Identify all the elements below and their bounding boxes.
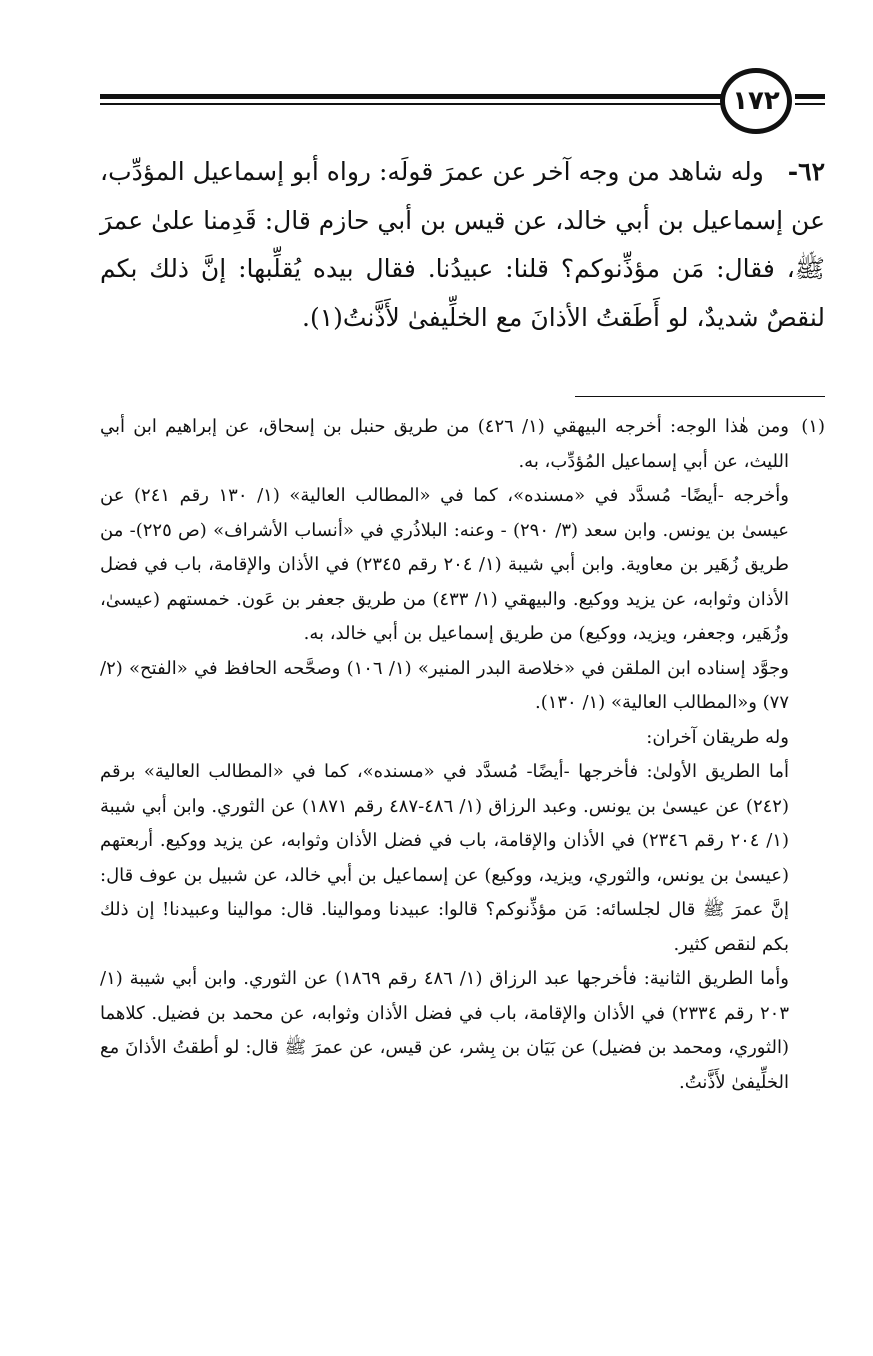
- header-rule-thick: [100, 94, 735, 99]
- footnote-paragraph: أما الطريق الأولىٰ: فأخرجها -أيضًا- مُسدَّد في «مسنده»، كما في «المطالب العالية» برقم (٢٤٢) عن عيسىٰ بن يونس. وعبد الرزاق (١/ ٤٨٦-٤٨٧ رقم ١٨٧١) عن الثوري. وابن أبي شيبة (١/ ٢٠٤ رقم ٢٣٤٦) في الأذان والإقامة، باب في فضل الأذان وثوابه، عن يزيد ووكيع. أربعتهم (عيسىٰ بن يونس، والثوري، ويزيد، ووكيع) عن إسماعيل بن أبي خالد، عن شبيل بن عوف قال: إنَّ عمرَ ﷺ قال لجلسائه: مَن مؤذِّنوكم؟ قالوا: عبيدنا وموالينا. قال: موالينا وعبيدنا! إن ذلك بكم لنقص كثير.: [100, 761, 789, 955]
- header-rule-thin: [100, 103, 735, 105]
- footnote-marker: (١): [801, 416, 825, 437]
- main-text: [100, 148, 825, 342]
- footnote-body: [100, 410, 789, 1100]
- page-number-badge: [720, 68, 792, 134]
- footnotes: [100, 410, 825, 1100]
- footnote-separator: [575, 396, 825, 397]
- footnote-paragraph: وجوَّد إسناده ابن الملقن في «خلاصة البدر المنير» (١/ ١٠٦) وصحَّحه الحافظ في «الفتح» (٢/ ٧٧) و«المطالب العالية» (١/ ١٣٠).: [100, 657, 789, 713]
- footnote-paragraph: وأما الطريق الثانية: فأخرجها عبد الرزاق (١/ ٤٨٦ رقم ١٨٦٩) عن الثوري. وابن أبي شيبة (١/ ٢٠٣ رقم ٢٣٣٤) في الأذان والإقامة، باب في فضل الأذان وثوابه، عن محمد بن فضيل. كلاهما (الثوري، ومحمد بن فضيل) عن بَيَان بن بِشر، عن قيس، عن عمرَ ﷺ قال: لو أطقتُ الأذانَ مع الخلِّيفىٰ لأَذَّنتُ.: [100, 968, 789, 1093]
- hadith-text: وله شاهد من وجه آخر عن عمرَ قولَه: رواه أبو إسماعيل المؤدِّب، عن إسماعيل بن أبي خالد، عن قيس بن أبي حازم قال: قَدِمنا علىٰ عمرَ ﷺ، فقال: مَن مؤذِّنوكم؟ قلنا: عبيدُنا. فقال بيده يُقلِّبها: إنَّ ذلك بكم لنقصٌ شديدٌ، لو أَطَقتُ الأذانَ مع الخلِّيفىٰ لأَذَّنتُ(١).: [100, 157, 825, 332]
- page-number: ١٧٢: [732, 86, 780, 116]
- header-rule-right-thin: [795, 103, 825, 105]
- page-header: [100, 66, 825, 136]
- footnote-1: [100, 410, 825, 1100]
- hadith-number: ٦٢-: [787, 157, 825, 186]
- footnote-paragraph: وأخرجه -أيضًا- مُسدَّد في «مسنده»، كما في «المطالب العالية» (١/ ١٣٠ رقم ٢٤١) عن عيسىٰ بن يونس. وابن سعد (٣/ ٢٩٠) - وعنه: البلاذُري في «أنساب الأشراف» (ص ٢٢٥)- من طريق زُهَير بن معاوية. وابن أبي شيبة (١/ ٢٠٤ رقم ٢٣٤٥) في الأذان والإقامة، باب في فضل الأذان وثوابه، عن يزيد ووكيع. والبيهقي (١/ ٤٣٣) من طريق جعفر بن عَون. خمستهم (عيسىٰ، وزُهَير، وجعفر، ويزيد، ووكيع) من طريق إسماعيل بن أبي خالد، به.: [100, 485, 789, 644]
- header-rule-right: [795, 94, 825, 99]
- hadith-paragraph: [100, 148, 825, 342]
- footnote-paragraph: وله طريقان آخران:: [646, 726, 789, 748]
- footnote-paragraph: ومن هٰذا الوجه: أخرجه البيهقي (١/ ٤٢٦) من طريق حنبل بن إسحاق، عن إبراهيم ابن أبي الليث، عن أبي إسماعيل المُؤدِّب، به.: [100, 416, 790, 472]
